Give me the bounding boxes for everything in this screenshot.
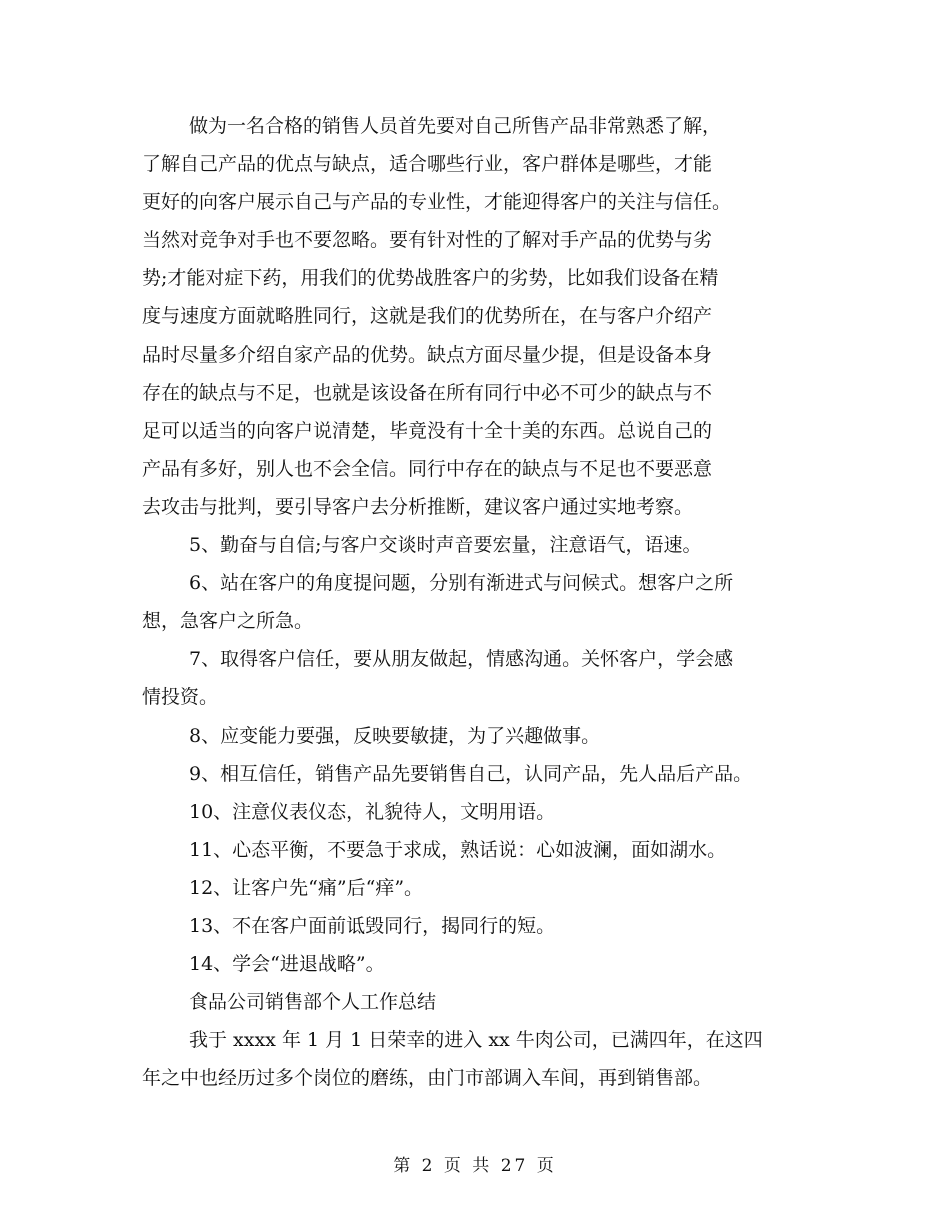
paragraph-line: 我于 xxxx 年 1 月 1 日荣幸的进入 xx 牛肉公司，已满四年，在这四 — [189, 1029, 763, 1052]
paragraph-line: 存在的缺点与不足，也就是该设备在所有同行中必不可少的缺点与不 — [142, 381, 713, 404]
list-item-line: 11、心态平衡，不要急于求成，熟话说：心如波澜，面如湖水。 — [189, 838, 727, 861]
paragraph-line: 做为一名合格的销售人员首先要对自己所售产品非常熟悉了解， — [189, 115, 722, 137]
paragraph-line: 了解自己产品的优点与缺点，适合哪些行业，客户群体是哪些，才能 — [142, 153, 713, 176]
list-item-line: 5、勤奋与自信;与客户交谈时声音要宏量，注意语气，语速。 — [189, 534, 702, 557]
list-item-line: 10、注意仪表仪态，礼貌待人，文明用语。 — [189, 800, 556, 823]
list-item-line: 想，急客户之所急。 — [142, 610, 314, 633]
page-number-footer: 第 2 页 共 27 页 — [393, 1156, 557, 1176]
list-item-line: 9、相互信任，销售产品先要销售自己，认同产品，先人品后产品。 — [189, 762, 753, 785]
list-item-line: 情投资。 — [142, 686, 219, 709]
list-item-line: 6、站在客户的角度提问题，分别有渐进式与问候式。想客户之所 — [189, 572, 734, 595]
list-item-line: 14、学会“进退战略”。 — [189, 953, 385, 976]
list-item-line: 13、不在客户面前诋毁同行，揭同行的短。 — [189, 914, 556, 937]
list-item-line: 12、让客户先“痛”后“痒”。 — [189, 876, 424, 899]
paragraph-line: 势;才能对症下药，用我们的优势战胜客户的劣势，比如我们设备在精 — [142, 267, 719, 290]
paragraph-line: 去攻击与批判，要引导客户去分析推断，建议客户通过实地考察。 — [142, 495, 694, 518]
list-item-line: 8、应变能力要强，反映要敏捷，为了兴趣做事。 — [189, 724, 601, 747]
paragraph-line: 度与速度方面就略胜同行，这就是我们的优势所在，在与客户介绍产 — [142, 305, 713, 328]
paragraph-line: 当然对竞争对手也不要忽略。要有针对性的了解对手产品的优势与劣 — [142, 229, 713, 252]
section-heading: 食品公司销售部个人工作总结 — [189, 991, 437, 1014]
paragraph-line: 品时尽量多介绍自家产品的优势。缺点方面尽量少提，但是设备本身 — [142, 343, 713, 366]
paragraph-line: 更好的向客户展示自己与产品的专业性，才能迎得客户的关注与信任。 — [142, 191, 732, 214]
paragraph-line: 足可以适当的向客户说清楚，毕竟没有十全十美的东西。总说自己的 — [142, 419, 713, 442]
document-body — [142, 107, 842, 1097]
paragraph-line: 产品有多好，别人也不会全信。同行中存在的缺点与不足也不要恶意 — [142, 457, 713, 480]
paragraph-line: 年之中也经历过多个岗位的磨练，由门市部调入车间，再到销售部。 — [142, 1067, 713, 1090]
list-item-line: 7、取得客户信任，要从朋友做起，情感沟通。关怀客户，学会感 — [189, 648, 734, 671]
